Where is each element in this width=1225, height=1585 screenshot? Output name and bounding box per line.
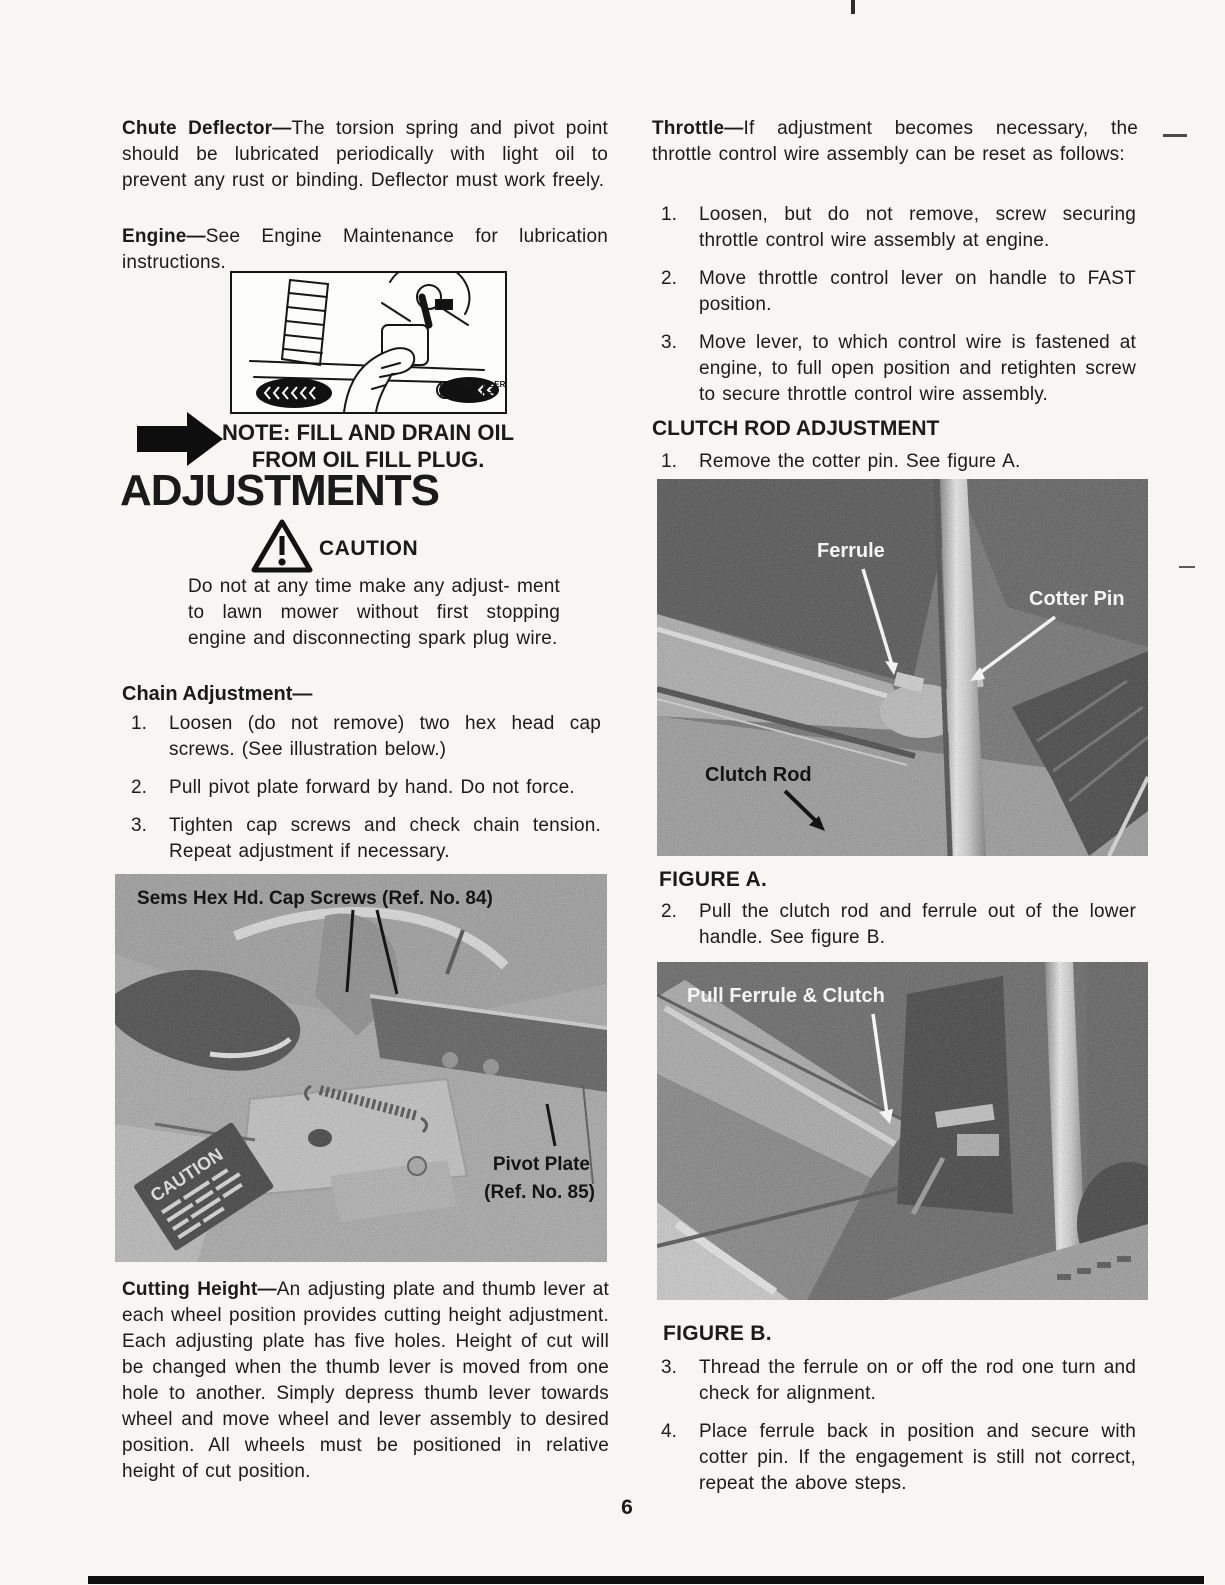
list-item [131,813,601,865]
caution-label: CAUTION [319,537,419,560]
engine-text: See Engine Maintenance for lubrication instructions. [122,226,608,273]
caution-triangle-icon [250,518,314,579]
clutch-rod-photo-label: Clutch Rod [705,764,812,786]
scan-artifact-dash [1163,134,1187,137]
item-number: 3. [661,332,677,353]
item-number: 3. [131,815,147,836]
figure-a-caption: FIGURE A. [659,868,768,891]
throttle-lead: Throttle— [652,118,744,139]
engine-oil-plug-illustration [230,271,507,414]
figure-b-caption: FIGURE B. [663,1322,772,1345]
cotter-pin-photo-label: Cotter Pin [1029,588,1125,610]
caution-paragraph: Do not at any time make any adjust- ment to lawn mower without first stopping engine and disconnecting spark plug wire. [188,576,560,649]
throttle-list [661,202,1141,420]
engine-lead: Engine— [122,226,206,247]
throttle-text: If adjustment becomes necessary, the throttle control wire assembly can be reset as follows: [652,118,1138,165]
chain-adjustment-heading: Chain Adjustment— [122,683,313,705]
pivot-plate-photo-label-line2: (Ref. No. 85) [484,1182,595,1203]
engine-paragraph [122,224,608,276]
oil-filler-plug-label-line2: PLUG [471,391,494,400]
item-text: Pull the clutch rod and ferrule out of the lower handle. See figure B. [699,901,1136,948]
list-item [661,266,1141,318]
item-number: 3. [661,1357,677,1378]
figure-b-photo [657,962,1148,1300]
cutting-height-paragraph [122,1277,609,1485]
item-text: Move lever, to which control wire is fastened at engine, to full open position and retighten screw to secure throttle control wire assembly. [699,332,1136,405]
pull-ferrule-clutch-label: Pull Ferrule & Clutch [687,985,885,1007]
cap-screws-photo-label: Sems Hex Hd. Cap Screws (Ref. No. 84) [137,888,493,909]
item-text: Tighten cap screws and check chain tension. Repeat adjustment if necessary. [169,815,601,862]
scan-artifact-tick [851,0,855,14]
chute-deflector-lead: Chute Deflector— [122,118,292,139]
chute-deflector-paragraph [122,116,608,194]
item-text: Place ferrule back in position and secure with cotter pin. If the engagement is still not correct, repeat the above steps. [699,1421,1136,1494]
item-number: 1. [661,451,677,472]
list-item [661,1419,1141,1497]
note-line2: FROM OIL FILL PLUG. [251,447,485,472]
throttle-paragraph [652,116,1138,168]
item-number: 2. [661,268,677,289]
item-number: 2. [661,901,677,922]
list-item [661,202,1141,254]
note-arrow-icon [137,412,223,468]
cutting-height-lead: Cutting Height— [122,1279,277,1300]
note-block [220,419,516,473]
wheel-left [256,378,332,408]
item-text: Loosen (do not remove) two hex head cap screws. (See illustration below.) [169,713,601,760]
cutting-height-text: An adjusting plate and thumb lever at each wheel position provides cutting height adjustment. Each adjusting plate has five holes. Height of cut will be changed when the thumb lever is moved from one hole to another. Simply depress thumb lever towards wheel and move wheel and lever assembly to desired position. All wheels must be positioned in relative height of cut position. [122,1279,609,1482]
item-text: Thread the ferrule on or off the rod one turn and check for alignment. [699,1357,1136,1404]
item-text: Remove the cotter pin. See figure A. [699,451,1021,472]
figure-a-photo [657,479,1148,856]
page-bottom-edge [88,1576,1204,1584]
page-number: 6 [621,1496,633,1519]
item-number: 1. [661,204,677,225]
scan-artifact-dash [1179,566,1195,568]
clutch-steps-3-4 [661,1355,1141,1509]
list-item [131,711,601,763]
note-line1: NOTE: FILL AND DRAIN OIL [221,420,515,445]
chain-adjustment-photo [115,874,607,1262]
ferrule-photo-label: Ferrule [817,540,885,562]
chain-adjustment-list [131,711,601,877]
chute-deflector-text: The torsion spring and pivot point should be lubricated periodically with light oil to prevent any rust or binding. Deflector must work freely. [122,118,608,191]
oil-filler-plug-label-line1: OIL FILLER [462,380,505,389]
item-number: 1. [131,713,147,734]
clutch-step-2 [661,899,1141,963]
item-text: Loosen, but do not remove, screw securing throttle control wire assembly at engine. [699,204,1136,251]
adjustments-title: ADJUSTMENTS [120,466,440,515]
list-item [131,775,601,801]
item-number: 2. [131,777,147,798]
item-number: 4. [661,1421,677,1442]
item-text: Move throttle control lever on handle to FAST position. [699,268,1136,315]
pivot-plate-photo-label-line1: Pivot Plate [492,1154,590,1175]
engine-drawing [232,273,505,412]
list-item [661,330,1141,408]
item-text: Pull pivot plate forward by hand. Do not force. [169,777,575,798]
list-item [661,1355,1141,1407]
clutch-rod-adjustment-heading: CLUTCH ROD ADJUSTMENT [652,417,940,440]
